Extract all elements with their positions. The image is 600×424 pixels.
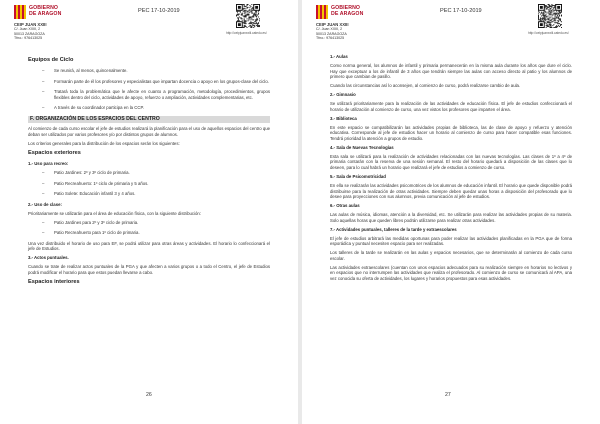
school-address	[14, 23, 47, 40]
dash-list-item: – A través de su coordinador participa en la CCP.	[28, 105, 270, 111]
dash-list-item: – Patio Jardines: 2º y 3º ciclo de primaria.	[28, 170, 270, 176]
subsection-heading: 5.- Sala de Psicomotricidad	[330, 174, 386, 180]
paragraph: Una vez distribuido el horario de uso para EF, se podrá utilizar para otras áreas y actividades. El horario lo confeccionará el jefe de Estudios.	[28, 240, 270, 252]
school-line: C/. Juan XXIII, 2	[14, 27, 41, 32]
document-page-left	[0, 0, 298, 424]
page-number: 26	[146, 392, 152, 398]
page-body	[330, 54, 572, 285]
school-name: CEIP JUAN XXIII	[316, 22, 349, 27]
subsection-heading: 4.- Sala de Nuevas Tecnologías	[330, 144, 394, 150]
section-heading: Espacios exteriores	[28, 149, 81, 156]
dash-list-item: – Patio Recreahuerto para 1º ciclo de primaria.	[28, 230, 270, 236]
subsection-heading: 2.- Gimnasio	[330, 92, 356, 98]
paragraph: Cuando las circunstancias así lo aconsejen, al comienzo de curso, podrá realizarse cambio de aula.	[330, 83, 521, 89]
page-number: 27	[445, 392, 451, 398]
page-header	[302, 0, 600, 50]
school-line: Tfno.: 976413025	[316, 35, 345, 40]
qr-url-link[interactable]: http://ceipjuanxxiii.catedu.es/	[528, 31, 569, 35]
subsection-heading: 3.- Actos puntuales.	[28, 255, 69, 261]
school-line: Tfno.: 976413025	[14, 35, 43, 40]
aragon-flag-icon	[14, 5, 26, 19]
paragraph: Como norma general, los alumnos de infantil y primaria permanecerán en la misma aula durante los años que dure el ciclo. Hay que exceptuar a los de infantil de 3 años que tendrán siempre las aulas con acceso directo al patio y los alumnos de primero que cambian de pasillo.	[330, 62, 572, 80]
paragraph: Cuando se trate de realizar actos puntuales de la PGA y que afecten a varios grupos o a todo el Centro, el jefe de Estudios podrá modificar el horario para que estos puedan llevarse a cabo.	[28, 264, 270, 275]
paragraph: Los criterios generales para la distribución de los espacios serán los siguientes:	[28, 140, 180, 146]
school-line: 50013 ZARAGOZA	[14, 31, 45, 36]
subsection-heading: 2.- Uso de clase:	[28, 201, 62, 207]
logo-text: GOBIERNO DE ARAGON	[29, 5, 62, 17]
school-line: 50013 ZARAGOZA	[316, 31, 347, 36]
subsection-heading: 7.- Actividades puntuales, talleres de la tarde y extraescolares	[330, 226, 457, 232]
qr-url-link[interactable]: http://ceipjuanxxiii.catedu.es/	[226, 31, 267, 35]
paragraph: En ella se realizarán las actividades psicomotrices de los alumnos de educación infantil. El horario que quede disponible podrá distribuirse para la realización de otras actividades. Siempre deben quedar unas horas a disposición del profesorado que lo desee para proyecciones con sus alumnos, previa comunicación al jefe de estudios.	[330, 183, 572, 200]
paragraph: Las actividades extraescolares (cuentan con unos espacios adecuados para su realización siempre en horarios no lectivos y en espacios que no interrumpen las actividades que realiza el profesorado. Al comienzo de curso se comunicará al APA, una vez conocida su oferta de actividades, los lugares y horarios propuestos para esas actividades.	[330, 264, 572, 282]
paragraph: Se utilizará prioritariamente para la realización de las actividades de educación física. El jefe de estudios confeccionará el horario de utilización al comienzo de curso, una vez vistos los profesores que imparten el área.	[330, 101, 572, 112]
school-line: C/. Juan XXIII, 2	[316, 27, 343, 32]
paragraph: Al comienzo de cada curso escolar el jefe de estudios realizará la planificación para el uso de aquellos espacios del centro que deban ser utilizados por varios profesores y/o por distintos grupos de alumnos.	[28, 126, 270, 137]
dash-list-item: – Se reunirá, al menos, quincenalmente.	[28, 68, 270, 74]
paragraph: Esta sala se utilizará para la realización de actividades relacionadas con las nuevas tecnologías. Las clases de 1º a 4º de primaria contarán con la reserva de una sesión semanal. El resto del horario quedará a disposición de las clases que lo deseen, para lo cual habrá un horario que realizará el jefe de estudios a comienzo de curso.	[330, 153, 572, 171]
paragraph: Las aulas de música, idiomas, atención a la diversidad, etc. Se utilizarán para realizar las actividades propias de su materia. Solo aquellas horas que queden libres podrán utilizarse para realizar otras actividades.	[330, 212, 572, 223]
qr-code-icon	[538, 4, 562, 28]
dash-list-item: – Patio Solete: Educación infantil 3 y 4 años.	[28, 191, 270, 197]
dash-list-item: – Patio Recreahuerto: 1º ciclo de primaria y 5 años.	[28, 181, 270, 187]
section-heading: Espacios interiores	[28, 278, 80, 285]
subsection-heading: 6.- Otras aulas	[330, 203, 360, 209]
logo-text: GOBIERNO DE ARAGON	[331, 5, 364, 17]
dash-list-item: – Patio Jardines para 2º y 3º ciclo de primaria.	[28, 220, 270, 226]
chapter-heading-band: F. ORGANIZACIÓN DE LOS ESPACIOS DEL CENTRO	[28, 116, 270, 123]
pec-date: PEC 17-10-2019	[138, 8, 180, 14]
paragraph: Los talleres de la tarde se realizarán en las aulas y espacios necesarios, que se determinarán al comienzo de cada curso escolar.	[330, 250, 572, 261]
document-page-right	[302, 0, 600, 424]
dash-list-item: – Tratará toda la problemática que le afecte en cuanto a programación, metodología, procedimientos, grupos flexibles dentro del ciclo, actividades de apoyo, refuerzo o ampliación, actividades complementarias, etc.	[28, 89, 270, 100]
dash-list-item: – Formarán parte de él los profesores y especialistas que impartan docencia o apoyo en los grupos-clase del ciclo.	[28, 79, 270, 85]
paragraph: Prioritariamente se utilizarán para el área de educación física, con la siguiente distribución:	[28, 210, 201, 216]
subsection-heading: 1.- Aulas	[330, 54, 348, 59]
paragraph: El jefe de estudios arbitrará las medidas oportunas para poder realizar las actividades planificadas en la PGA que de forma esporádica y puntual necesiten espacio para ser realizadas.	[330, 235, 572, 247]
aragon-flag-icon	[316, 5, 328, 19]
paragraph: En este espacio se compatibilizarán las actividades propias de biblioteca, las de clase de apoyo y refuerzo y atención educativa. Corresponde al jefe de estudios hacer un horario al comienzo de curso para hacer compatible esas funciones. Tendrá prioridad la atención a grupos de estudio.	[330, 124, 572, 141]
subsection-heading: 3.- Biblioteca	[330, 115, 357, 121]
pec-date: PEC 17-10-2019	[440, 8, 482, 14]
section-heading: Equipos de Ciclo	[28, 57, 74, 63]
school-address	[316, 23, 349, 40]
school-name: CEIP JUAN XXIII	[14, 22, 47, 27]
subsection-heading: 1.- Uso para recreo:	[28, 160, 69, 166]
page-body	[28, 54, 270, 290]
page-header	[0, 0, 298, 50]
qr-code-icon	[236, 4, 260, 28]
